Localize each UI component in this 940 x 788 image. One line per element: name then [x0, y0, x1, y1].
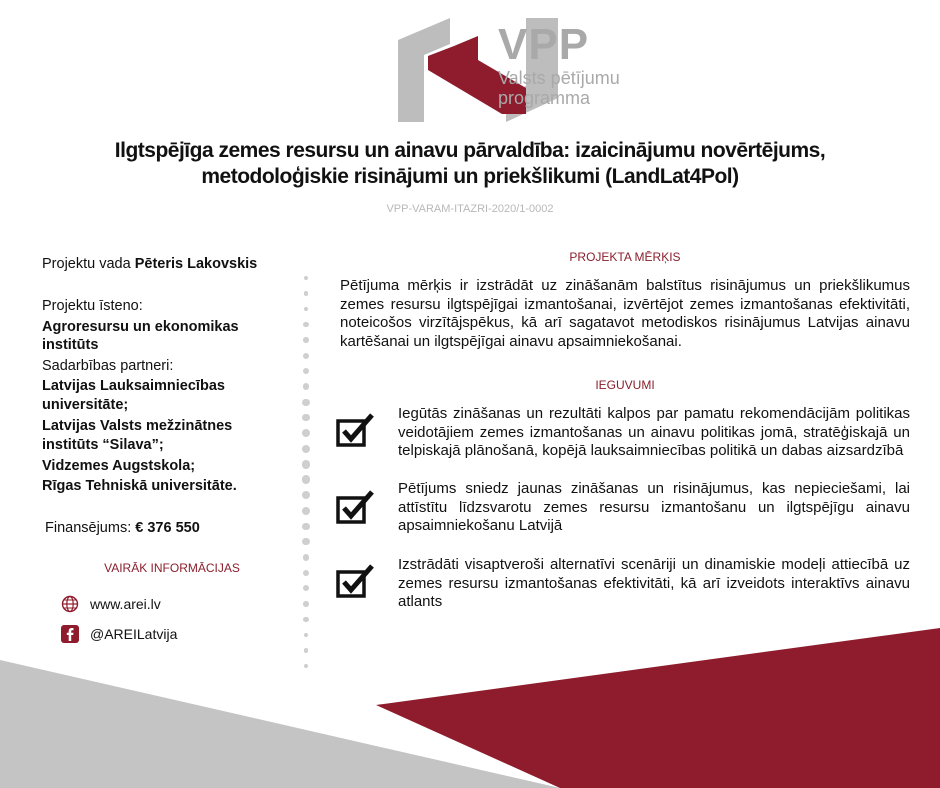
logo-acronym: VPP — [498, 20, 590, 69]
divider-dot — [303, 322, 308, 327]
funding-value: € 376 550 — [135, 520, 200, 536]
implementer-label: Projektu īsteno: — [42, 298, 143, 314]
divider-dot — [304, 648, 308, 652]
divider-dot — [302, 523, 310, 531]
partner-line: Latvijas Lauksaimniecības — [42, 378, 225, 394]
divider-dot — [303, 617, 308, 622]
result-item: Iegūtās zināšanas un rezultāti kalpos par pamatu rekomendācijām politikas veidotājiem zemes izmantošanas un ainavu politikas jomā, stratēģiskajā un telpiskajā plānošanā, kopējā lauksaimniecības politikā un dabas aizsardzībā — [398, 405, 910, 459]
funding — [45, 520, 200, 537]
more-info-heading: VAIRĀK INFORMĀCIJAS — [104, 561, 240, 575]
logo-line-2: programma — [498, 88, 591, 108]
divider-dot — [304, 664, 308, 668]
checkbox-icon — [336, 412, 376, 448]
partners-label: Sadarbības partneri: — [42, 358, 174, 374]
divider-dot — [302, 399, 309, 406]
funding-label: Finansējums: — [45, 520, 136, 536]
partner-line: Latvijas Valsts mežzinātnes — [42, 418, 233, 434]
divider-dot — [303, 337, 309, 343]
checkbox-icon — [336, 489, 376, 525]
implementer-line-2: institūts — [42, 337, 99, 353]
website-link[interactable]: www.arei.lv — [90, 596, 161, 612]
leader-label: Projektu vada — [42, 256, 135, 272]
red-triangle — [376, 628, 940, 788]
facebook-icon — [61, 625, 79, 643]
divider-dot — [303, 353, 309, 359]
partner-line: Rīgas Tehniskā universitāte. — [42, 478, 237, 494]
project-leader — [42, 256, 257, 273]
goal-heading: PROJEKTA MĒRĶIS — [569, 250, 681, 264]
partner-line: institūts “Silava”; — [42, 437, 164, 453]
result-item: Izstrādāti visaptveroši alternatīvi scenāriji un dinamiskie modeļi attiecībā uz zemes resursu izmantošanas efektivitāti, kā arī izveidots interaktīvs ainavu atlants — [398, 556, 910, 610]
partner-line: universitāte; — [42, 397, 129, 413]
divider-dot — [304, 291, 308, 295]
divider-dot — [302, 460, 311, 469]
title-line-2: metodoloģiskie risinājumi un priekšlikumi (LandLat4Pol) — [201, 165, 739, 188]
partner-line: Vidzemes Augstskola; — [42, 458, 196, 474]
project-code: VPP-VARAM-ITAZRI-2020/1-0002 — [386, 203, 554, 215]
checkbox-icon — [336, 563, 376, 599]
divider-dot — [302, 445, 310, 453]
divider-dot — [304, 276, 308, 280]
divider-dot — [303, 601, 309, 607]
globe-icon — [61, 595, 79, 613]
facebook-link[interactable]: @AREILatvija — [90, 626, 178, 642]
divider-dot — [303, 554, 310, 561]
leader-name: Pēteris Lakovskis — [134, 256, 258, 272]
result-item: Pētījums sniedz jaunas zināšanas un risinājumus, kas nepieciešami, lai attīstītu līdzsvarotu zemes resursu izmantošanu un ilgtspējīgu ainavu apsaimniekošanu Latvijā — [398, 480, 910, 534]
divider-dot — [302, 507, 310, 515]
divider-dot — [302, 538, 309, 545]
logo-line-1: Valsts pētījumu — [498, 68, 620, 88]
goal-text: Pētījuma mērķis ir izstrādāt uz zināšanām balstītus risinājumus un priekšlikumus zemes resursu ilgtspējīgai izmantošanai, izvērtējot zemes izmantošanas efektivitāti, noteicošos virzītājspēkus, kā arī sagatavot metodiskos risinājumus Latvijas ainavu kartēšanai un ilgtspējīgai ainavu apsaimniekošanai. — [340, 277, 910, 350]
results-heading: IEGUVUMI — [595, 378, 655, 392]
title-line-1: Ilgtspējīga zemes resursu un ainavu pārvaldība: izaicinājumu novērtējums, — [114, 139, 826, 162]
implementer-line-1: Agroresursu un ekonomikas — [42, 319, 239, 335]
page-title — [90, 138, 850, 190]
